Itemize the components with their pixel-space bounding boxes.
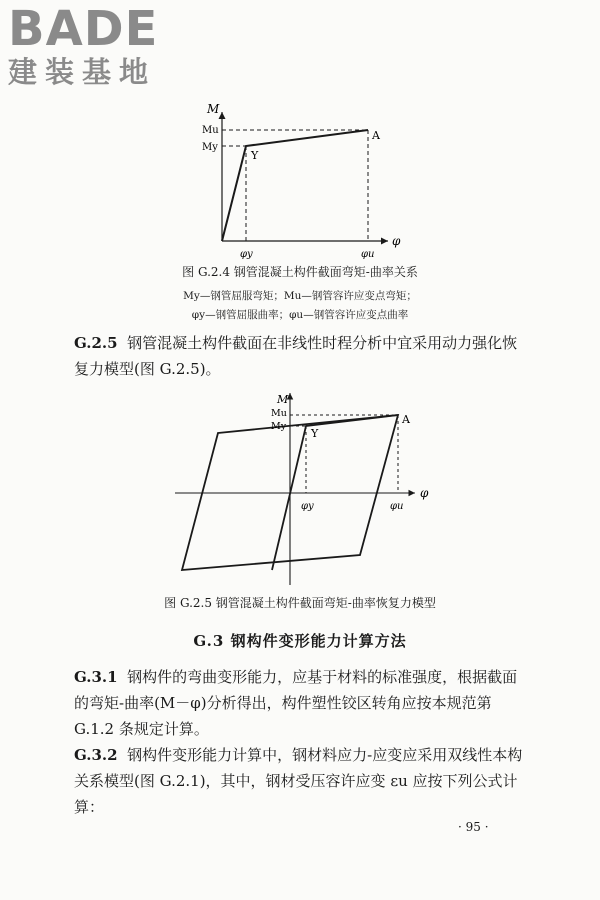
clause-text: 钢管混凝土构件截面在非线性时程分析中宜采用动力强化恢复力模型(图 G.2.5)。 [74,334,518,378]
fig1-my-label: My [202,142,218,153]
fig1-phiu-label: φu [361,249,375,260]
fig2-caption: 图 G.2.5 钢管混凝土构件截面弯矩-曲率恢复力模型 [164,596,436,610]
fig1-phiy-label: φy [240,249,253,260]
fig2-my-label: My [271,421,287,432]
fig1-curve [222,130,368,241]
fig1-legend-line-1: My—钢管屈服弯矩；Mu—钢管容许应变点弯矩； [183,290,417,302]
paragraph-g-3-2 [74,742,528,820]
fig1-legend-line-2: φy—钢管屈服曲率；φu—钢管容许应变点曲率 [191,309,409,321]
figure-g-2-4 [202,102,401,260]
clause-text: 钢构件的弯曲变形能力，应基于材料的标准强度，根据截面的弯矩-曲率(M－φ)分析得出，构件塑性铰区转角应按本规范第 G.1.2 条规定计算。 [74,668,518,738]
clause-number: G.2.5 [74,334,118,352]
logo-brand: BADE [8,1,159,57]
paragraph-g-3-1 [74,664,528,742]
paragraph-g-2-5 [74,330,528,382]
fig1-m-axis-label: M [207,102,220,116]
fig1-caption: 图 G.2.4 钢管混凝土构件截面弯矩-曲率关系 [182,265,418,279]
logo-subtitle: 建装基地 [8,55,157,89]
fig2-phiy-label: φy [301,501,314,512]
figure-g-2-5 [175,393,429,585]
fig1-point-y-label: Y [251,149,259,162]
fig2-phiu-label: φu [390,501,404,512]
fig2-phi-axis-label: φ [420,486,429,500]
clause-number: G.3.2 [74,746,118,764]
clause-number: G.3.1 [74,668,118,686]
clause-text: 钢构件变形能力计算中，钢材料应力-应变应采用双线性本构关系模型(图 G.2.1)，其中，钢材受压容许应变 εu 应按下列公式计算： [74,746,523,816]
fig2-point-a-label: A [402,413,410,426]
fig2-point-y-label: Y [311,427,319,440]
fig1-mu-label: Mu [202,125,219,136]
fig2-m-axis-label: M [277,393,289,406]
page-number: · 95 · [458,820,489,834]
fig1-point-a-label: A [372,129,380,142]
fig1-phi-axis-label: φ [392,234,401,248]
fig2-mu-label: Mu [271,408,287,419]
section-heading: G.3 钢构件变形能力计算方法 [193,632,407,650]
